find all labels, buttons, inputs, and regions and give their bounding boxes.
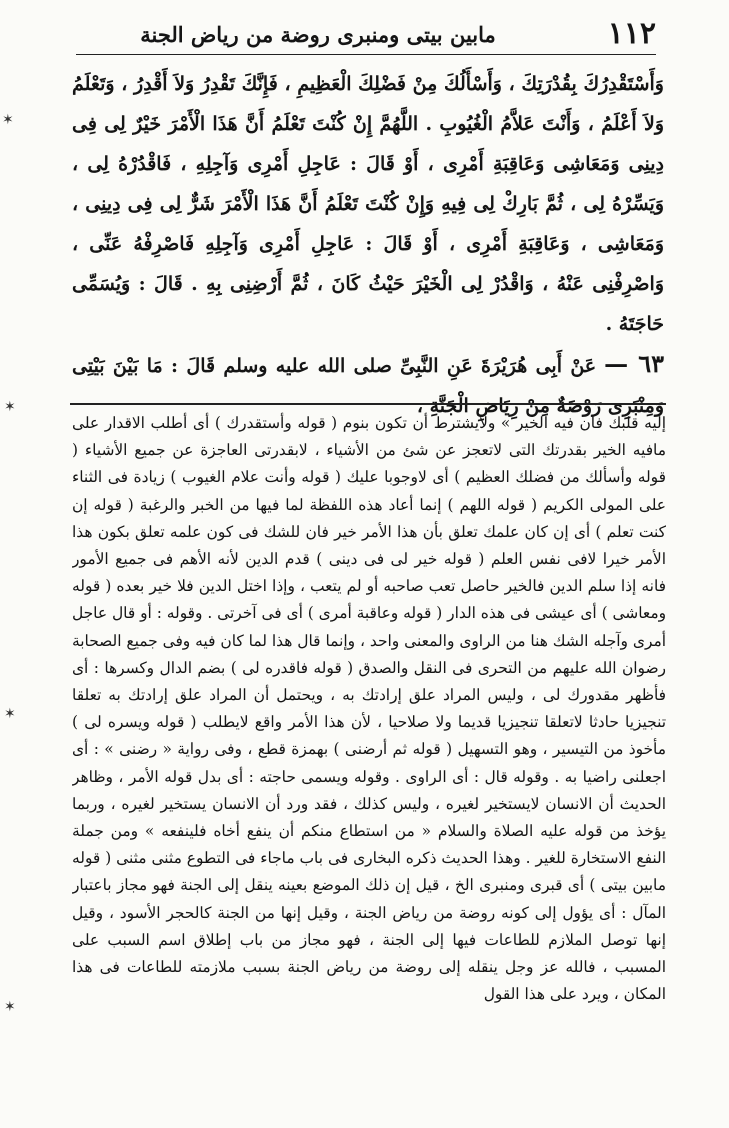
hadith-number: ٦٣ — [604,349,665,378]
margin-ink-mark: ✶ [4,706,16,722]
section-divider [70,403,666,405]
page-number: ١١٢ [607,16,656,51]
running-title: مابين بيتى ومنبرى روضة من رياض الجنة [140,22,496,47]
commentary-paragraph: إليه قلبك فان فيه الخير » ولايشترط أن تكون بنوم ( قوله وأستقدرك ) أى أطلب الاقدار على مافيه الخير بقدرتك التى لاتعجز عن شئ من الأشياء ، لابقدرتى العاجزة عن جميع الأشياء ( قوله وأسألك من فضلك العظيم ) أى لاوجوبا عليك ( قوله وأنت علام الغيوب ) زيادة فى الثناء على المولى الكريم ( قوله اللهم ) إنما أعاد هذه اللفظة لما فيها من الخبر والرغبة ( قوله إن كنت تعلم ) أى إن كان علمك تعلق بأن هذا الأمر خير فان للشك فى كون علمه تعلق بكون هذا الأمر خيرا لافى نفس العلم ( قوله خير لى فى دينى ) قدم الدين لأنه الأهم فى جميع الأمور فانه إذا سلم الدين فالخير حاصل تعب صاحبه أو لم يتعب ، وإذا اختل الدين فلا خير بعده ( قوله ومعاشى ) أى عيشى فى هذه الدار ( قوله وعاقبة أمرى ) أى فى آخرتى . وقوله : أو قال عاجل أمرى وآجله الشك هنا من الراوى والمعنى واحد ، وإنما قال هذا لما كان فيه وفى جميع الصحابة رضوان الله عليهم من التحرى فى النقل والصدق ( قوله فاقدره لى ) بضم الدال وكسرها : أى فأظهر مقدورك لى ، وليس المراد علق إرادتك به ، ويحتمل أن المراد علق إرادتك به تعلقا تنجيزيا حادثا لاتعلقا تنجيزيا قديما ولا صلاحيا ، لأن هذا الأمر واقع لايطلب ( قوله ويسره لى ) مأخوذ من التيسير ، وهو التسهيل ( قوله ثم أرضنى ) بهمزة قطع ، وفى رواية « رضنى » : أى اجعلنى راضيا به . وقوله قال : أى الراوى . وقوله ويسمى حاجته : أى بدل قوله الأمر ، وظاهر الحديث أن الانسان لايستخير لغيره ، وليس كذلك ، فقد ورد أن الانسان يستخير لغيره ، وربما يؤخذ من قوله عليه الصلاة والسلام « من استطاع منكم أن ينفع أخاه فلينفعه » ومن جملة النفع الاستخارة للغير . وهذا الحديث ذكره البخارى فى باب ماجاء فى التطوع مثنى مثنى ( قوله مابين بيتى ) أى قبرى ومنبرى الخ ، قيل إن ذلك الموضع بعينه ينقل إلى الجنة فهو مجاز باعتبار المآل : أى يؤول إلى كونه روضة من رياض الجنة ، وقيل إنها من الجنة كالحجر الأسود ، وقيل إنها توصل الملازم للطاعات فيها إلى الجنة ، فهو مجاز من باب إطلاق اسم السبب على المسبب ، فالله عز وجل ينقله إلى روضة من رياض الجنة بسبب ملازمته للطاعات فى هذا المكان ، ويرد على هذا القول [72,414,666,1004]
margin-ink-mark: ✶ [2,112,14,128]
page-header [76,14,656,55]
margin-ink-mark: ✶ [4,999,16,1015]
main-text [72,64,664,426]
hadith-text: عَنْ أَبِى هُرَيْرَةَ عَنِ النَّبِىِّ صلى الله عليه وسلم قَالَ : مَا بَيْنَ بَيْتِى وَمِنْبَرِى رَوْضَةٌ مِنْ رِيَاضِ الْجَنَّةِ ، [72,355,664,417]
matn-paragraph: وَأَسْتَقْدِرُكَ بِقُدْرَتِكَ ، وَأَسْأَلُكَ مِنْ فَضْلِكَ الْعَظِيمِ ، فَإِنَّكَ تَقْدِرُ وَلاَ أَقْدِرُ ، وَتَعْلَمُ وَلاَ أَعْلَمُ ، وَأَنْتَ عَلاَّمُ الْغُيُوبِ . اللَّهُمَّ إِنْ كُنْتَ تَعْلَمُ أَنَّ هَذَا الْأَمْرَ خَيْرٌ لِى فِى دِينِى وَمَعَاشِى وَعَاقِبَةِ أَمْرِى ، أَوْ قَالَ : عَاجِلِ أَمْرِى وَآجِلِهِ ، فَاقْدُرْهُ لِى ، وَيَسِّرْهُ لِى ، ثُمَّ بَارِكْ لِى فِيهِ وَإِنْ كُنْتَ تَعْلَمُ أَنَّ هَذَا الْأَمْرَ شَرٌّ لِى فِى دِينِى ، وَمَعَاشِى ، وَعَاقِبَةِ أَمْرِى ، أَوْ قَالَ : عَاجِلِ أَمْرِى وَآجِلِهِ فَاصْرِفْهُ عَنِّى ، وَاصْرِفْنِى عَنْهُ ، وَاقْدُرْ لِى الْخَيْرَ حَيْثُ كَانَ ، ثُمَّ أَرْضِنِى بِهِ . قَالَ : وَيُسَمِّى حَاجَتَهُ . [72,73,664,335]
commentary-text [72,410,666,1116]
margin-ink-mark: ✶ [4,399,16,415]
